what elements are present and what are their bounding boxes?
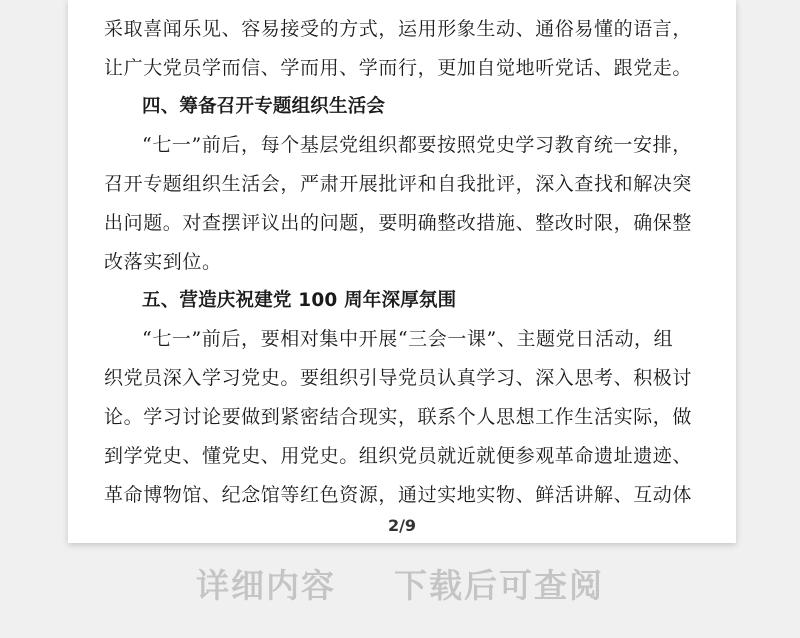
section-heading: 四、筹备召开专题组织生活会	[142, 95, 386, 117]
footer-left-text: 详细内容	[196, 566, 336, 605]
download-prompt	[0, 560, 800, 610]
text-line: 革命博物馆、纪念馆等红色资源，通过实地实物、鲜活讲解、互动体	[104, 483, 693, 506]
section-heading: 五、营造庆祝建党 100 周年深厚氛围	[142, 289, 457, 311]
page-number: 2/9	[387, 516, 417, 535]
text-line: 织党员深入学习党史。要组织引导党员认真学习、深入思考、积极讨	[104, 367, 693, 390]
text-line: 让广大党员学而信、学而用、学而行，更加自觉地听党话、跟党走。	[104, 56, 693, 79]
footer-right-text: 下载后可查阅	[394, 566, 604, 605]
text-line: 到学党史、懂党史、用党史。组织党员就近就便参观革命遗址遗迹、	[104, 444, 693, 467]
text-line: “七一”前后，每个基层党组织都要按照党史学习教育统一安排，	[142, 134, 692, 157]
text-line: 出问题。对查摆评议出的问题，要明确整改措施、整改时限，确保整	[104, 211, 693, 234]
text-line: 改落实到位。	[104, 250, 222, 273]
document-body	[104, 10, 704, 514]
text-line: 论。学习讨论要做到紧密结合现实，联系个人思想工作生活实际，做	[104, 405, 693, 428]
document-page	[68, 0, 736, 543]
text-line: “七一”前后，要相对集中开展“三会一课”、主题党日活动，组	[142, 328, 674, 351]
text-line: 采取喜闻乐见、容易接受的方式，运用形象生动、通俗易懂的语言，	[104, 18, 693, 40]
text-line: 召开专题组织生活会，严肃开展批评和自我批评，深入查找和解决突	[104, 173, 693, 196]
